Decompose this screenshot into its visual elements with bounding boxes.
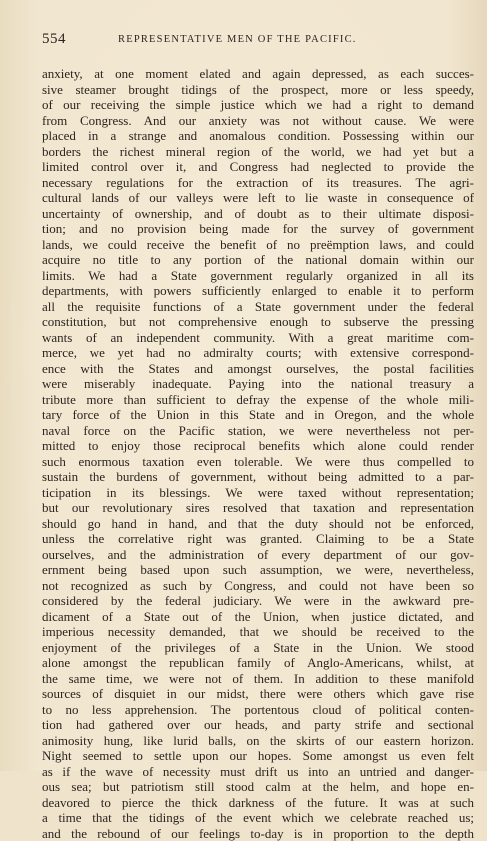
- text-line: sustain the burdens of government, without being admitted to a par-: [42, 469, 474, 485]
- text-line: anxiety, at one moment elated and again depressed, as each succes-: [42, 66, 474, 82]
- text-line: unless the correlative right was granted. Claiming to be a State: [42, 531, 474, 547]
- text-line: tribute more than sufficient to defray the expense of the whole mili-: [42, 392, 474, 408]
- text-line: of our receiving the simple justice which we had a right to demand: [42, 97, 474, 113]
- text-line: to no less apprehension. The portentous cloud of political conten-: [42, 702, 474, 718]
- text-line: imperious necessity demanded, that we should be received to the: [42, 624, 474, 640]
- text-line: the same time, we were not of them. In addition to these manifold: [42, 671, 474, 687]
- text-line: uncertainty of ownership, and of doubt as to their ultimate disposi-: [42, 206, 474, 222]
- text-line: limited control over it, and Congress had neglected to provide the: [42, 159, 474, 175]
- text-line: limits. We had a State government regularly organized in all its: [42, 268, 474, 284]
- page-number: 554: [42, 31, 66, 48]
- text-line: sive steamer brought tidings of the prospect, more or less speedy,: [42, 82, 474, 98]
- text-line: all the requisite functions of a State government under the federal: [42, 299, 474, 315]
- text-line: departments, with powers sufficiently enlarged to enable it to perform: [42, 283, 474, 299]
- text-line: such enormous taxation even tolerable. We were thus compelled to: [42, 454, 474, 470]
- body-text: [42, 66, 474, 841]
- text-line: ous sea; but patriotism still stood calm at the helm, and hope en-: [42, 779, 474, 795]
- text-line: sources of disquiet in our midst, there were others which gave rise: [42, 686, 474, 702]
- text-line: Night seemed to settle upon our hopes. Some amongst us even felt: [42, 748, 474, 764]
- text-line: from Congress. And our anxiety was not without cause. We were: [42, 113, 474, 129]
- text-line: considered by the federal judiciary. We were in the awkward pre-: [42, 593, 474, 609]
- text-line: as if the wave of necessity must drift us into an untried and danger-: [42, 764, 474, 780]
- text-line: constitution, but not comprehensive enough to subserve the pressing: [42, 314, 474, 330]
- text-line: borders the richest mineral region of the world, we had yet but a: [42, 144, 474, 160]
- page-header: [42, 31, 472, 49]
- text-line: were miserably inadequate. Paying into the national treasury a: [42, 376, 474, 392]
- running-head: REPRESENTATIVE MEN OF THE PACIFIC.: [118, 34, 357, 45]
- text-line: cultural lands of our valleys were left to lie waste in consequence of: [42, 190, 474, 206]
- text-line: necessary regulations for the extraction of its treasures. The agri-: [42, 175, 474, 191]
- text-line: ourselves, and the administration of every department of our gov-: [42, 547, 474, 563]
- text-line: acquire no title to any portion of the national domain within our: [42, 252, 474, 268]
- text-line: merce, we yet had no admiralty courts; with extensive correspond-: [42, 345, 474, 361]
- text-line: ence with the States and amongst ourselves, the postal facilities: [42, 361, 474, 377]
- text-line: tion had gathered over our heads, and party strife and sectional: [42, 717, 474, 733]
- text-line: naval force on the Pacific station, we were nevertheless not per-: [42, 423, 474, 439]
- text-line: tary force of the Union in this State and in Oregon, and the whole: [42, 407, 474, 423]
- text-line: deavored to pierce the thick darkness of the future. It was at such: [42, 795, 474, 811]
- text-line: tion; and no provision being made for the survey of government: [42, 221, 474, 237]
- text-line: dicament of a State out of the Union, when justice dictated, and: [42, 609, 474, 625]
- text-line: enjoyment of the privileges of a State in the Union. We stood: [42, 640, 474, 656]
- text-line: wants of an independent community. With a great maritime com-: [42, 330, 474, 346]
- text-line: but our revolutionary sires resolved that taxation and representation: [42, 500, 474, 516]
- text-line: animosity hung, like lurid balls, on the skirts of our eastern horizon.: [42, 733, 474, 749]
- text-line: ticipation in its blessings. We were taxed without representation;: [42, 485, 474, 501]
- text-line: lands, we could receive the benefit of no preëmption laws, and could: [42, 237, 474, 253]
- text-line: not recognized as such by Congress, and could not have been so: [42, 578, 474, 594]
- text-line: and the rebound of our feelings to-day is in proportion to the depth: [42, 826, 474, 841]
- text-line: a time that the tidings of the event which we celebrate reached us;: [42, 810, 474, 826]
- text-line: placed in a strange and anomalous condition. Possessing within our: [42, 128, 474, 144]
- text-line: ernment being based upon such assumption, we were, nevertheless,: [42, 562, 474, 578]
- text-line: mitted to enjoy those reciprocal benefits which alone could render: [42, 438, 474, 454]
- text-line: should go hand in hand, and that the duty should not be enforced,: [42, 516, 474, 532]
- text-line: alone amongst the republican family of Anglo-Americans, whilst, at: [42, 655, 474, 671]
